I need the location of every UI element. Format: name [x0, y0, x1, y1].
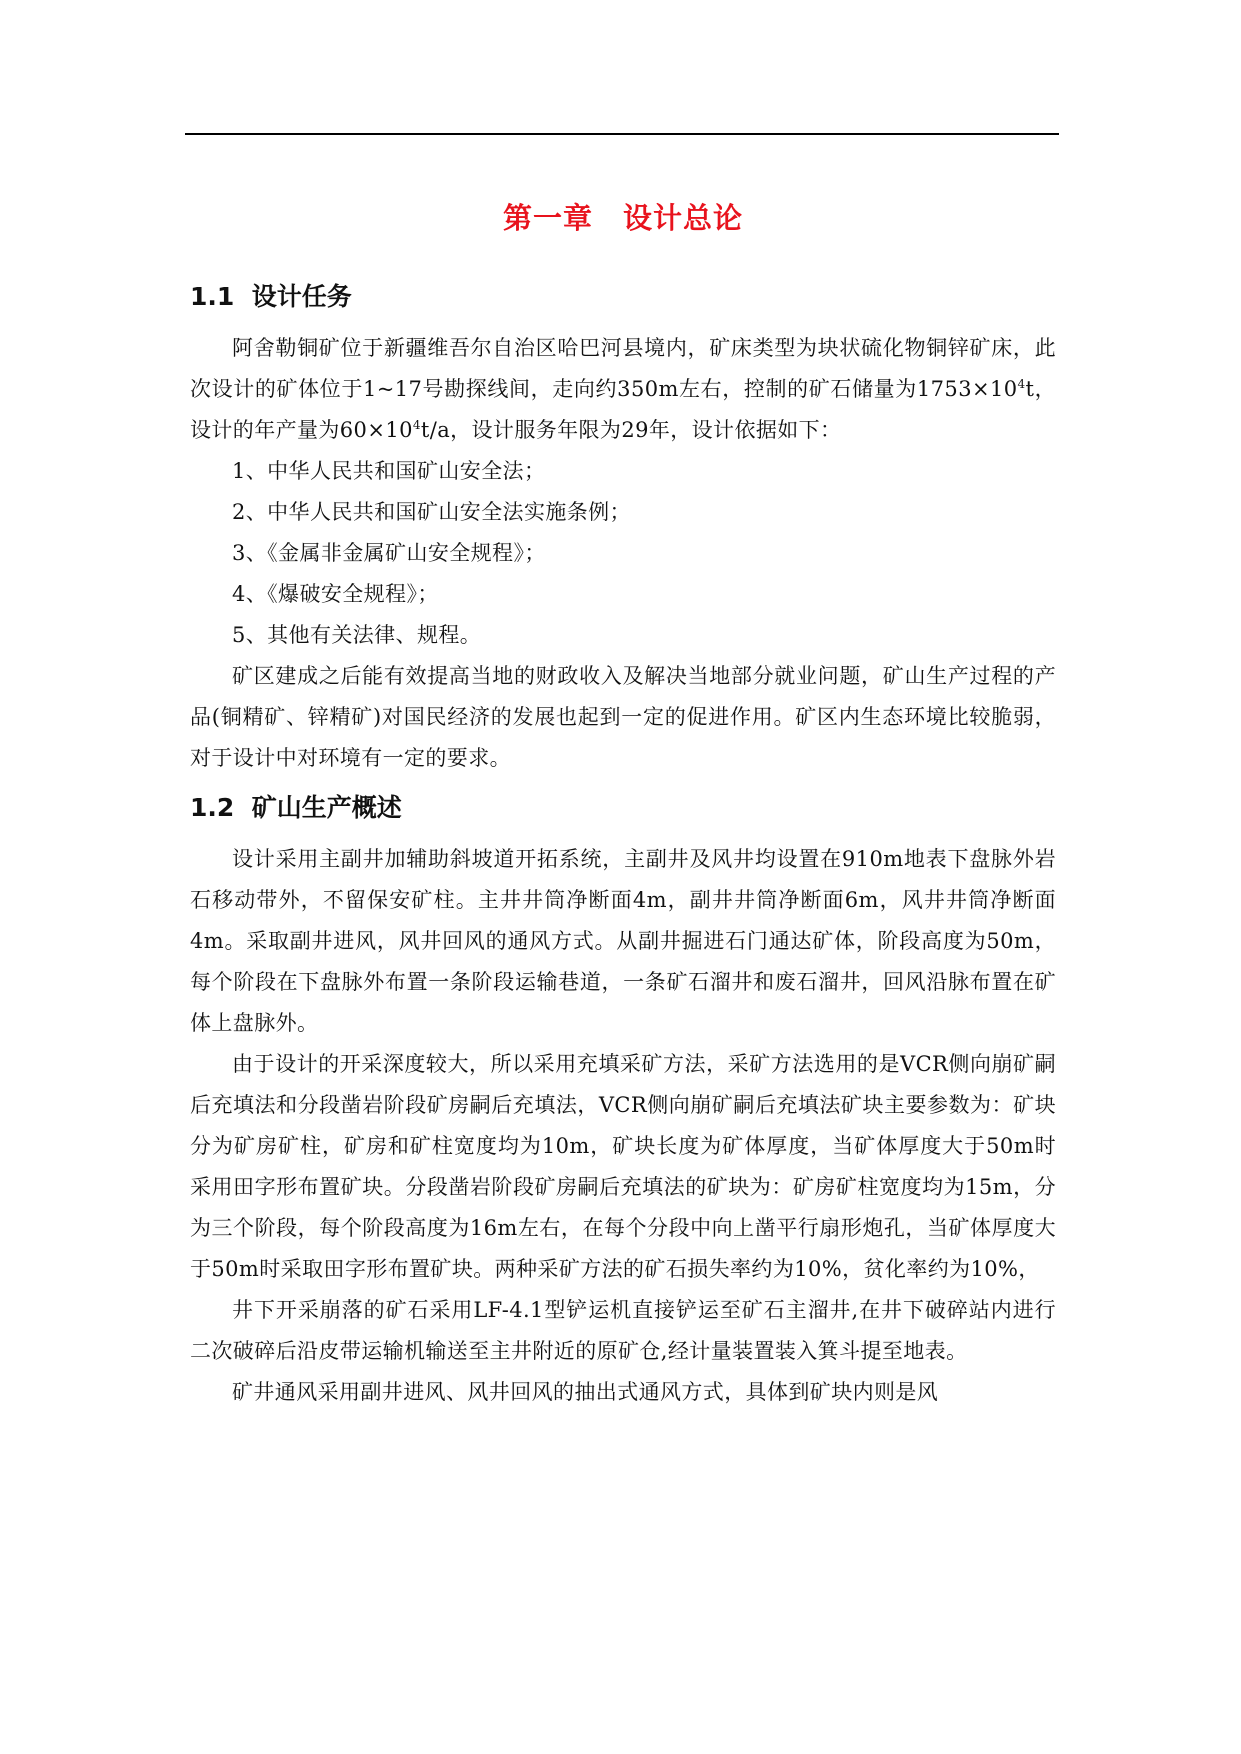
superscript: 4	[412, 418, 421, 432]
section-2-paragraph-4: 矿井通风采用副井进风、风井回风的抽出式通风方式，具体到矿块内则是风	[232, 1380, 939, 1404]
chapter-title: 第一章 设计总论	[502, 201, 743, 235]
section-title-1-2: 1.2 矿山生产概述	[190, 793, 402, 822]
section-1-paragraph-2: 矿区建成之后能有效提高当地的财政收入及解决当地部分就业问题，矿山生产过程的产品(铜精矿、锌精矿)对国民经济的发展也起到一定的促进作用。矿区内生态环境比较脆弱，对于设计中对环境有一定的要求。	[190, 664, 1056, 770]
section-2-paragraph-2: 由于设计的开采深度较大，所以采用充填采矿方法，采矿方法选用的是VCR侧向崩矿嗣后充填法和分段凿岩阶段矿房嗣后充填法，VCR侧向崩矿嗣后充填法矿块主要参数为：矿块分为矿房矿柱，矿房和矿柱宽度均为10m，矿块长度为矿体厚度，当矿体厚度大于50m时采用田字形布置矿块。分段凿岩阶段矿房嗣后充填法的矿块为：矿房矿柱宽度均为15m，分为三个阶段，每个阶段高度为16m左右，在每个分段中向上凿平行扇形炮孔，当矿体厚度大于50m时采取田字形布置矿块。两种采矿方法的矿石损失率约为10%，贫化率约为10%，	[190, 1052, 1056, 1281]
list-item: 2、中华人民共和国矿山安全法实施条例；	[232, 500, 631, 524]
list-item: 5、其他有关法律、规程。	[232, 623, 482, 647]
section-title-1-1: 1.1 设计任务	[190, 282, 352, 311]
section-2-paragraph-3: 井下开采崩落的矿石采用LF-4.1型铲运机直接铲运至矿石主溜井,在井下破碎站内进行二次破碎后沿皮带运输机输送至主井附近的原矿仓,经计量装置装入箕斗提至地表。	[190, 1298, 1056, 1363]
list-item: 4、《爆破安全规程》；	[232, 582, 439, 606]
superscript: 4	[1017, 377, 1026, 391]
section-1-paragraph-1	[190, 328, 1056, 451]
header-rule	[185, 133, 1059, 135]
list-item: 3、《金属非金属矿山安全规程》；	[232, 541, 546, 565]
para-text: t/a，设计服务年限为29年，设计依据如下：	[420, 418, 842, 442]
para-text: t，设计的年产量为60×10	[190, 377, 1056, 442]
list-item: 1、中华人民共和国矿山安全法；	[232, 459, 546, 483]
para-text: 阿舍勒铜矿位于新疆维吾尔自治区哈巴河县境内，矿床类型为块状硫化物铜锌矿床，此次设计的矿体位于1~17号勘探线间，走向约350m左右，控制的矿石储量为1753×10	[190, 336, 1056, 401]
page-content	[190, 190, 1056, 1413]
section-2-paragraph-1: 设计采用主副井加辅助斜坡道开拓系统，主副井及风井均设置在910m地表下盘脉外岩石移动带外，不留保安矿柱。主井井筒净断面4m，副井井筒净断面6m，风井井筒净断面4m。采取副井进风，风井回风的通风方式。从副井掘进石门通达矿体，阶段高度为50m，每个阶段在下盘脉外布置一条阶段运输巷道，一条矿石溜井和废石溜井，回风沿脉布置在矿体上盘脉外。	[190, 847, 1056, 1035]
